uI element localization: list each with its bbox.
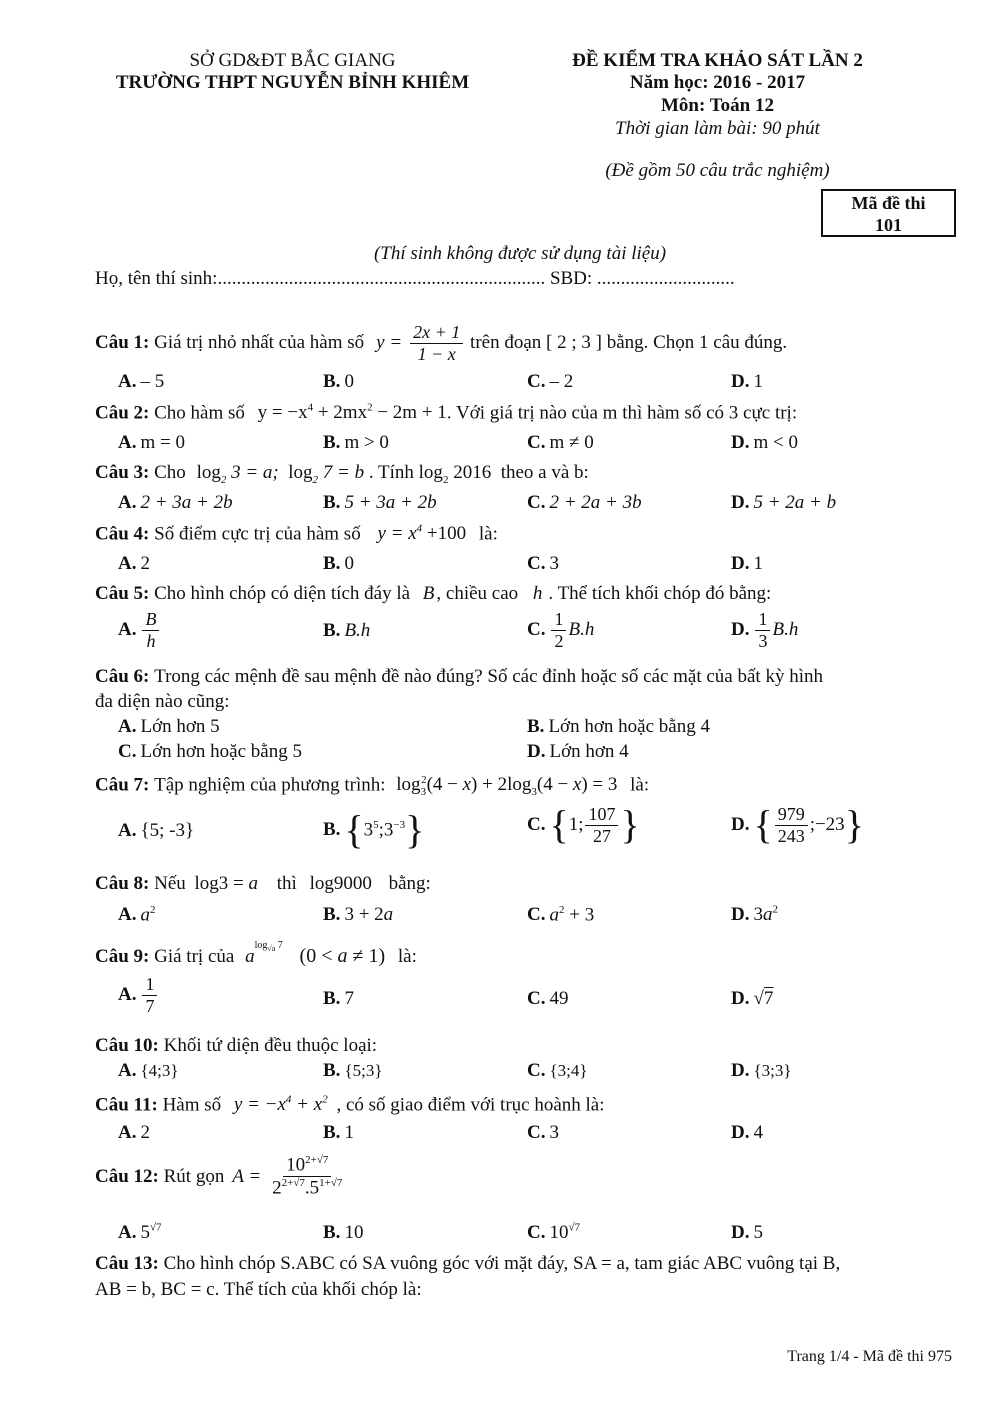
formula-fraction: $\frac{2x + 1}{1 - x}$ [410, 323, 463, 364]
option-a[interactable]: A. 2 [118, 1122, 150, 1143]
formula: $\log_3^2(4 - x) + 2\log_3(4 - x) = 3$ [396, 774, 618, 799]
option-d[interactable]: D. { $\frac{979}{243}$ ;−23 } [731, 802, 864, 848]
option-c[interactable]: C. { 1; $\frac{107}{27}$ } [527, 802, 640, 848]
exam-code-box [821, 189, 956, 237]
option-c[interactable]: C. $\frac{1}{2}$ B.h [527, 609, 595, 651]
question-4: Câu 4: Số điểm cực trị của hàm số $y = x^4 +100$ là: [95, 523, 498, 545]
option-c[interactable]: C. – 2 [527, 371, 574, 392]
option-a[interactable]: A. $a^2$ [118, 904, 156, 926]
question-12: Câu 12: Rút gọn A = $\frac{10^{2+√7}}{2^{2+√7}.5^{1+√7}}$ [95, 1154, 343, 1199]
formula: $y = x^4 +100$ [377, 523, 467, 545]
option-d[interactable]: D. √7 [731, 988, 774, 1009]
exam-title: ĐỀ KIỂM TRA KHẢO SÁT LẦN 2 [572, 50, 863, 71]
option-c[interactable]: C. Lớn hơn hoặc bằng 5 [118, 741, 302, 762]
exam-code-value: 101 [875, 215, 902, 235]
option-c[interactable]: C. 3 [527, 1122, 559, 1143]
school-name: TRƯỜNG THPT NGUYỄN BỈNH KHIÊM [115, 72, 470, 93]
question-text: Giá trị nhỏ nhất của hàm số [154, 332, 365, 353]
question-7: Câu 7: Tập nghiệm của phương trình: $\log_3^2(4 - x) + 2\log_3(4 - x) = 3$ là: [95, 774, 650, 799]
option-a[interactable]: A. $5^{√7}$ [118, 1222, 162, 1244]
option-d[interactable]: D. $3a^2$ [731, 904, 778, 926]
question-3: Câu 3: Cho $\log_2 3 = a$; $\log_2 7 = b$ . Tính $\log_2 2016$ theo a và b: [95, 462, 589, 486]
option-d[interactable]: D. 4 [731, 1122, 763, 1143]
option-b[interactable]: B. 5 + 3a + 2b [323, 492, 437, 513]
option-d[interactable]: D. 5 + 2a + b [731, 492, 837, 513]
option-a[interactable]: A. m = 0 [118, 432, 185, 453]
option-c[interactable]: C. 3 [527, 553, 559, 574]
question-label: Câu 1: [95, 332, 150, 353]
option-d[interactable]: D. 5 [731, 1222, 763, 1243]
option-b[interactable]: B. 0 [323, 553, 354, 574]
question-8: Câu 8: Nếu log3 = a thì log9000 bằng: [95, 873, 431, 894]
formula-2: $\log_2 2016$ [418, 462, 492, 486]
formula: $y = -x^4 + 2mx^2 - 2m + 1$ [257, 402, 447, 424]
exam-code-label: Mã đề thi [851, 193, 926, 213]
formula: $\log_2 3 = a$; $\log_2 7 = b$ [196, 462, 365, 486]
option-a[interactable]: A. – 5 [118, 371, 165, 392]
option-b[interactable]: B. Lớn hơn hoặc bằng 4 [527, 716, 710, 737]
option-b[interactable]: B. 0 [323, 371, 354, 392]
option-d[interactable]: D. m < 0 [731, 432, 798, 453]
question-13-line-2: AB = b, BC = c. Thể tích của khối chóp là: [95, 1279, 422, 1300]
option-c[interactable]: C. m ≠ 0 [527, 432, 594, 453]
school-year: Năm học: 2016 - 2017 [629, 72, 806, 93]
question-11: Câu 11: Hàm số $y = -x^4 + x^2$ , có số giao điểm với trục hoành là: [95, 1094, 605, 1116]
option-c[interactable]: C. $a^2 + 3$ [527, 904, 595, 926]
option-c[interactable]: C. $10^{√7}$ [527, 1222, 581, 1244]
no-documents-note: (Thí sinh không được sử dụng tài liệu) [373, 243, 667, 264]
option-a[interactable]: A. 2 [118, 553, 150, 574]
formula: y = [376, 332, 403, 353]
option-c[interactable]: C. 2 + 2a + 3b [527, 492, 642, 513]
question-1 [95, 318, 787, 368]
option-d[interactable]: D. Lớn hơn 4 [527, 741, 629, 762]
option-d[interactable]: D. 1 [731, 371, 763, 392]
page-footer: Trang 1/4 - Mã đề thi 975 [787, 1348, 952, 1365]
time-limit: Thời gian làm bài: 90 phút [615, 118, 820, 139]
question-13: Câu 13: Cho hình chóp S.ABC có SA vuông góc với mặt đáy, SA = a, tam giác ABC vuông tại B, [95, 1253, 841, 1274]
option-a[interactable]: A. $\frac{B}{h}$ [118, 610, 161, 651]
candidate-name-line: Họ, tên thí sinh:..................................................................... SBD: ............................. [95, 268, 735, 289]
option-b[interactable]: B. 1 [323, 1122, 354, 1143]
option-c[interactable]: C. 49 [527, 988, 569, 1009]
question-6-line-2: đa diện nào cũng: [95, 691, 230, 712]
subject: Môn: Toán 12 [661, 95, 774, 116]
option-a[interactable]: A. 2 + 3a + 2b [118, 492, 233, 513]
exam-note: (Đề gồm 50 câu trắc nghiệm) [605, 160, 830, 181]
question-6: Câu 6: Trong các mệnh đề sau mệnh đề nào đúng? Số các đỉnh hoặc số các mặt của bất kỳ hình [95, 666, 823, 687]
option-b[interactable]: B. 7 [323, 988, 354, 1009]
question-text-2: trên đoạn [ 2 ; 3 ] bằng. Chọn 1 câu đúng. [470, 332, 788, 353]
dept-name: SỞ GD&ĐT BẮC GIANG [189, 50, 396, 71]
question-5: Câu 5: Cho hình chóp có diện tích đáy là B , chiều cao h . Thể tích khối chóp đó bằng: [95, 583, 772, 604]
option-c[interactable]: C. {3;4} [527, 1060, 588, 1081]
option-b[interactable]: B. {5;3} [323, 1060, 383, 1081]
option-a[interactable]: A. Lớn hơn 5 [118, 716, 220, 737]
option-a[interactable]: A. {4;3} [118, 1060, 179, 1081]
question-2: Câu 2: Cho hàm số $y = -x^4 + 2mx^2 - 2m + 1$. Với giá trị nào của m thì hàm số có 3 cực trị: [95, 402, 798, 424]
option-d[interactable]: D. 1 [731, 553, 763, 574]
option-a[interactable]: A. {5; -3} [118, 820, 195, 841]
option-d[interactable]: D. $\frac{1}{3}$ B.h [731, 609, 799, 651]
option-b[interactable]: B. m > 0 [323, 432, 389, 453]
option-b[interactable]: B. { $3^5;3^{-3}$ } [323, 807, 425, 852]
question-9: Câu 9: Giá trị của $a^{log_{√a} 7}$ (0 < a ≠ 1) là: [95, 940, 417, 967]
option-d[interactable]: D. {3;3} [731, 1060, 792, 1081]
option-b[interactable]: B. 3 + 2a [323, 904, 394, 925]
question-10: Câu 10: Khối tứ diện đều thuộc loại: [95, 1035, 378, 1056]
option-b[interactable]: B. 10 [323, 1222, 364, 1243]
option-b[interactable]: B. B.h [323, 620, 371, 641]
option-a[interactable]: A. $\frac{1}{7}$ [118, 975, 159, 1016]
